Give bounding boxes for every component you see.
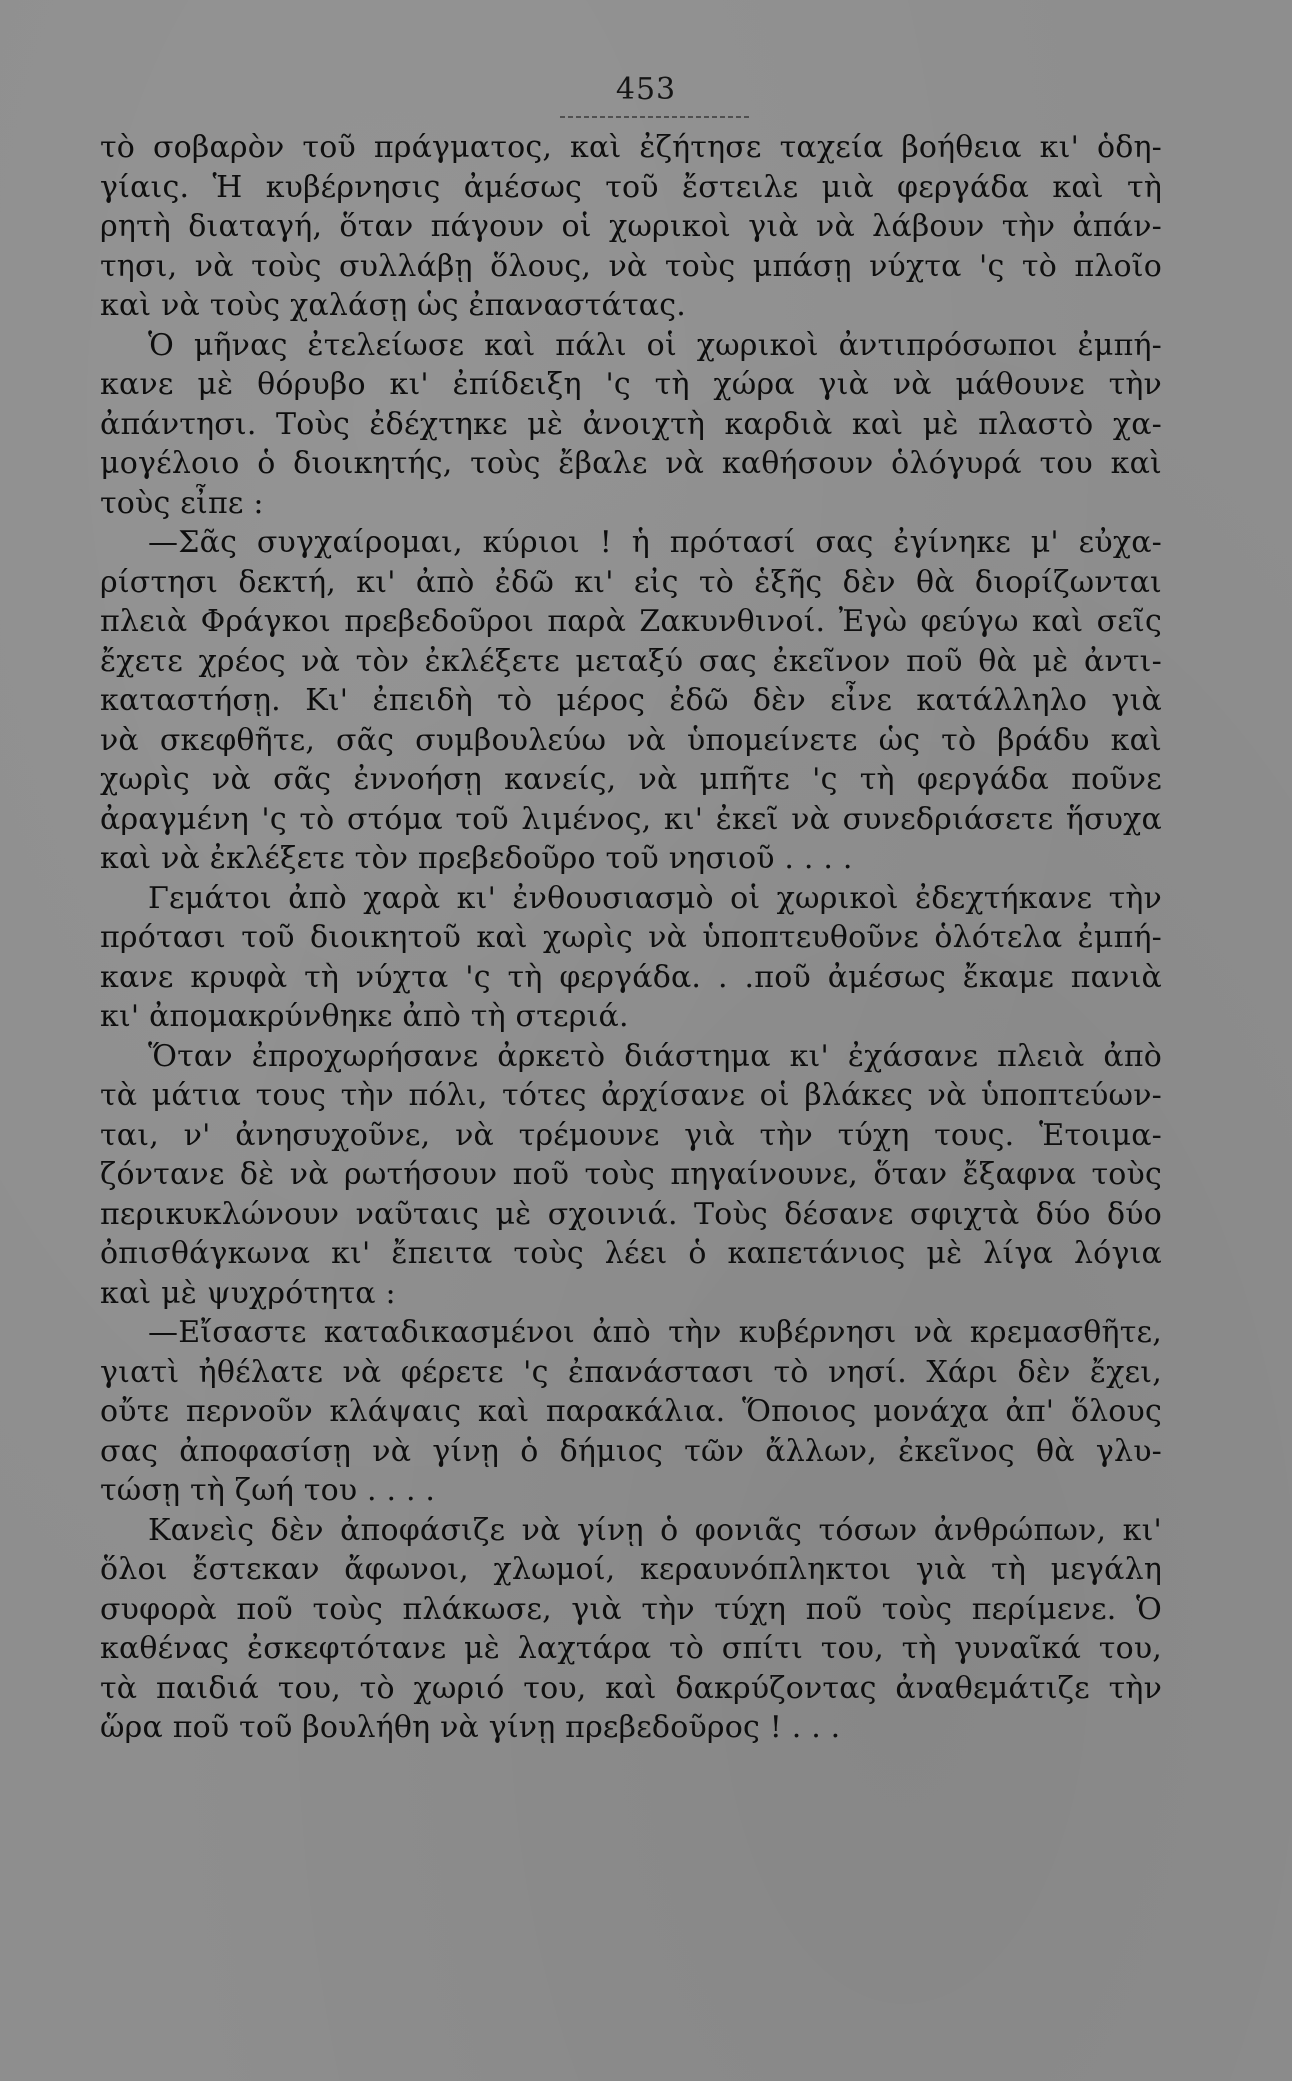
text-line: πρότασι τοῦ διοικητοῦ καὶ χωρὶς νὰ ὑποπτευθοῦνε ὁλότελα ἐμπή- [100, 920, 1162, 955]
text-line: καθένας ἐσκεφτότανε μὲ λαχτάρα τὸ σπίτι του, τὴ γυναῖκά του, [100, 1631, 1162, 1666]
text-line: συφορὰ ποῦ τοὺς πλάκωσε, γιὰ τὴν τύχη ποῦ τοὺς περίμενε. Ὁ [100, 1591, 1162, 1627]
text-line: πλειὰ Φράγκοι πρεβεδοῦροι παρὰ Ζακυνθινοί. Ἐγὼ φεύγω καὶ σεῖς [100, 604, 1162, 639]
page-number-rule [560, 116, 750, 118]
text-line: κανε μὲ θόρυβο κι' ἐπίδειξη 'ς τὴ χώρα γιὰ νὰ μάθουνε τὴν [100, 367, 1162, 402]
text-line: Ὁ μῆνας ἐτελείωσε καὶ πάλι οἱ χωρικοὶ ἀντιπρόσωποι ἐμπή- [148, 327, 1162, 363]
text-line: περικυκλώνουν ναῦταις μὲ σχοινιά. Τοὺς δέσανε σφιχτὰ δύο δύο [100, 1196, 1162, 1232]
text-line: τοὺς εἶπε : [100, 485, 264, 521]
text-line: τώσῃ τὴ ζωή του . . . . [100, 1473, 436, 1508]
text-line: γιατὶ ἠθέλατε νὰ φέρετε 'ς ἐπανάστασι τὸ νησί. Χάρι δὲν ἔχει, [100, 1354, 1162, 1390]
text-line: καὶ νὰ τοὺς χαλάσῃ ὡς ἐπαναστάτας. [100, 288, 686, 323]
text-line: καὶ μὲ ψυχρότητα : [100, 1275, 396, 1311]
text-line: τὰ παιδιά του, τὸ χωριό του, καὶ δακρύζοντας ἀναθεμάτιζε τὴν [100, 1670, 1162, 1706]
text-line: κι' ἀπομακρύνθηκε ἀπὸ τὴ στεριά. [100, 999, 629, 1034]
text-line: ζόντανε δὲ νὰ ρωτήσουν ποῦ τοὺς πηγαίνουνε, ὅταν ἔξαφνα τοὺς [100, 1157, 1162, 1192]
text-line: ρητὴ διαταγή, ὅταν πάγουν οἱ χωρικοὶ γιὰ νὰ λάβουν τὴν ἀπάν- [100, 209, 1162, 244]
text-line: ρίστησι δεκτή, κι' ἀπὸ ἐδῶ κι' εἰς τὸ ἑξῆς δὲν θὰ διορίζωνται [100, 564, 1162, 600]
text-line: —Εἴσαστε καταδικασμένοι ἀπὸ τὴν κυβέρνησι νὰ κρεμασθῆτε, [148, 1315, 1162, 1350]
text-line: Κανεὶς δὲν ἀποφάσιζε νὰ γίνῃ ὁ φονιᾶς τόσων ἀνθρώπων, κι' [148, 1512, 1162, 1548]
text-line: σας ἀποφασίσῃ νὰ γίνῃ ὁ δήμιος τῶν ἄλλων, ἐκεῖνος θὰ γλυ- [100, 1433, 1162, 1469]
text-line: ὅλοι ἔστεκαν ἄφωνοι, χλωμοί, κεραυνόπληκτοι γιὰ τὴ μεγάλη [100, 1552, 1162, 1587]
text-line: νὰ σκεφθῆτε, σᾶς συμβουλεύω νὰ ὑπομείνετε ὡς τὸ βράδυ καὶ [100, 722, 1162, 758]
text-line: κανε κρυφὰ τὴ νύχτα 'ς τὴ φεργάδα. . .ποῦ ἀμέσως ἔκαμε πανιὰ [100, 959, 1162, 995]
text-line: οὔτε περνοῦν κλάψαις καὶ παρακάλια. Ὅποιος μονάχα ἀπ' ὅλους [100, 1394, 1162, 1429]
text-line: ὥρα ποῦ τοῦ βουλήθη νὰ γίνῃ πρεβεδοῦρος ! . . . [100, 1710, 841, 1745]
text-line: ἀπάντησι. Τοὺς ἐδέχτηκε μὲ ἀνοιχτὴ καρδιὰ καὶ μὲ πλαστὸ χα- [100, 406, 1162, 442]
text-line: καταστήσῃ. Κι' ἐπειδὴ τὸ μέρος ἐδῶ δὲν εἶνε κατάλληλο γιὰ [100, 683, 1162, 718]
text-line: χωρὶς νὰ σᾶς ἐννοήσῃ κανείς, νὰ μπῆτε 'ς τὴ φεργάδα ποῦνε [100, 762, 1162, 797]
text-line: Γεμάτοι ἀπὸ χαρὰ κι' ἐνθουσιασμὸ οἱ χωρικοὶ ἐδεχτήκανε τὴν [148, 880, 1162, 916]
text-line: ἔχετε χρέος νὰ τὸν ἐκλέξετε μεταξύ σας ἐκεῖνον ποῦ θὰ μὲ ἀντι- [100, 643, 1162, 679]
page-number: 453 [615, 72, 677, 107]
text-line: τὸ σοβαρὸν τοῦ πράγματος, καὶ ἐζήτησε ταχεία βοήθεια κι' ὁδη- [100, 130, 1162, 165]
text-line: τὰ μάτια τους τὴν πόλι, τότες ἀρχίσανε οἱ βλάκες νὰ ὑποπτεύων- [100, 1078, 1162, 1113]
text-line: τησι, νὰ τοὺς συλλάβῃ ὅλους, νὰ τοὺς μπάσῃ νύχτα 'ς τὸ πλοῖο [100, 248, 1162, 284]
body-text [100, 128, 1162, 1748]
text-line: Ὅταν ἐπροχωρήσανε ἀρκετὸ διάστημα κι' ἐχάσανε πλειὰ ἀπὸ [148, 1038, 1162, 1074]
text-line: ται, ν' ἀνησυχοῦνε, νὰ τρέμουνε γιὰ τὴν τύχη τους. Ἑτοιμα- [100, 1117, 1162, 1153]
text-line: —Σᾶς συγχαίρομαι, κύριοι ! ἡ πρότασί σας ἐγίνηκε μ' εὐχα- [148, 525, 1162, 560]
text-line: μογέλοιο ὁ διοικητής, τοὺς ἔβαλε νὰ καθήσουν ὁλόγυρά του καὶ [100, 446, 1162, 481]
text-line: καὶ νὰ ἐκλέξετε τὸν πρεβεδοῦρο τοῦ νησιοῦ . . . . [100, 841, 853, 876]
text-line: ἀραγμένη 'ς τὸ στόμα τοῦ λιμένος, κι' ἐκεῖ νὰ συνεδριάσετε ἥσυχα [100, 801, 1162, 837]
text-line: γίαις. Ἡ κυβέρνησις ἀμέσως τοῦ ἔστειλε μιὰ φεργάδα καὶ τὴ [100, 169, 1162, 205]
text-line: ὀπισθάγκωνα κι' ἔπειτα τοὺς λέει ὁ καπετάνιος μὲ λίγα λόγια [100, 1236, 1162, 1271]
